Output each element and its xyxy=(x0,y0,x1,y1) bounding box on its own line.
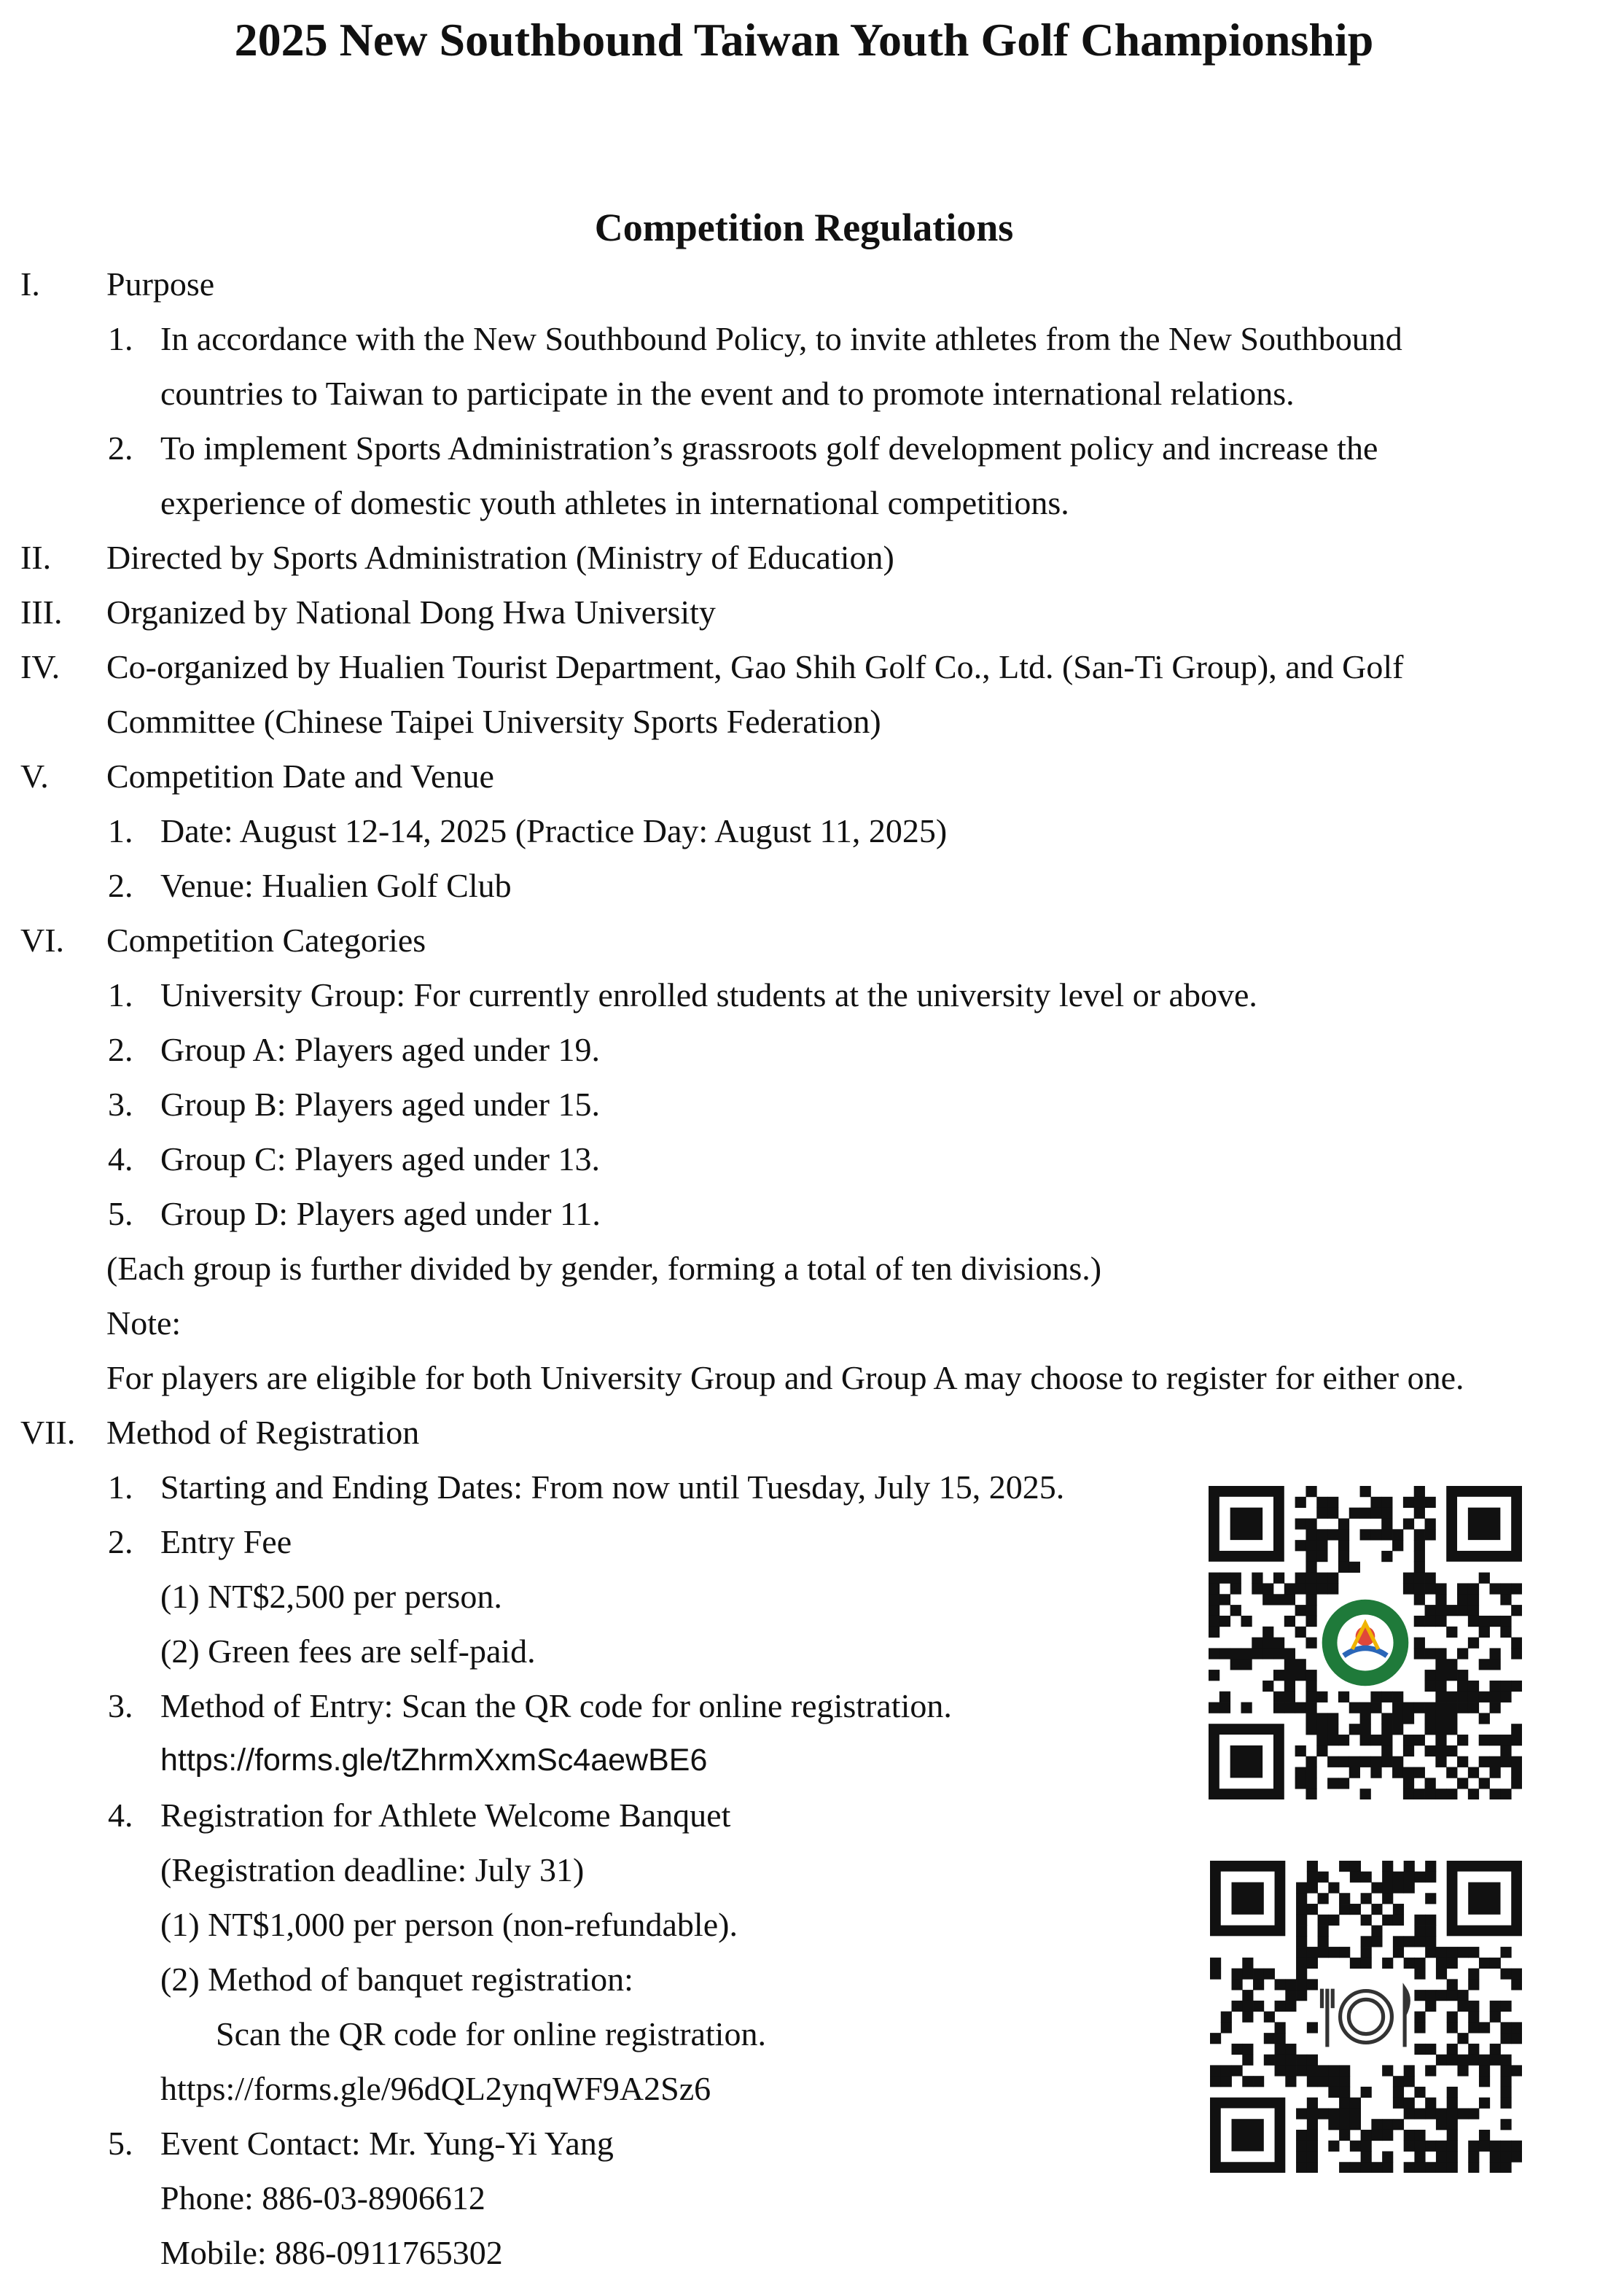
banquet-method-cont: Scan the QR code for online registration. xyxy=(216,2015,766,2052)
heading-purpose: Purpose xyxy=(106,265,215,303)
item-number: 1. xyxy=(108,320,133,357)
banquet-qr-code[interactable] xyxy=(1210,1861,1522,2173)
event-contact: Event Contact: Mr. Yung-Yi Yang xyxy=(160,2125,614,2162)
heading-categories: Competition Categories xyxy=(106,922,426,959)
item-number: 5. xyxy=(108,1195,133,1232)
eligibility-note: For players are eligible for both University Group and Group A may choose to register for either one. xyxy=(106,1359,1464,1396)
heading-registration: Method of Registration xyxy=(106,1414,420,1451)
item-number: 3. xyxy=(108,1086,133,1123)
entry-fee-heading: Entry Fee xyxy=(160,1523,292,1560)
banquet-qr-code-graphic xyxy=(1210,1861,1522,2173)
note-label: Note: xyxy=(106,1304,182,1342)
contact-mobile: Mobile: 886-0911765302 xyxy=(160,2234,503,2271)
item-number: 3. xyxy=(108,1687,133,1724)
purpose-item-2-cont: experience of domestic youth athletes in international competitions. xyxy=(160,484,1069,521)
numeral-i: I. xyxy=(20,265,40,303)
banquet-deadline: (Registration deadline: July 31) xyxy=(160,1851,585,1888)
item-number: 4. xyxy=(108,1797,133,1834)
heading-co-organized-by: Co-organized by Hualien Tourist Department, Gao Shih Golf Co., Ltd. (San-Ti Group), and Golf xyxy=(106,648,1404,685)
competition-date: Date: August 12-14, 2025 (Practice Day: August 11, 2025) xyxy=(160,812,948,849)
item-number: 2. xyxy=(108,429,133,467)
registration-link[interactable]: https://forms.gle/tZhrmXxmSc4aewBE6 xyxy=(160,1743,708,1778)
method-of-entry: Method of Entry: Scan the QR code for online registration. xyxy=(160,1687,952,1724)
numeral-iv: IV. xyxy=(20,648,61,685)
registration-dates: Starting and Ending Dates: From now until Tuesday, July 15, 2025. xyxy=(160,1468,1065,1506)
item-number: 2. xyxy=(108,867,133,904)
banquet-fee: (1) NT$1,000 per person (non-refundable). xyxy=(160,1906,738,1943)
section-title: Competition Regulations xyxy=(594,206,1014,249)
category-group-b: Group B: Players aged under 15. xyxy=(160,1086,600,1123)
numeral-vi: VI. xyxy=(20,922,65,959)
banquet-registration-heading: Registration for Athlete Welcome Banquet xyxy=(160,1797,731,1834)
entry-fee-amount: (1) NT$2,500 per person. xyxy=(160,1578,502,1615)
item-number: 4. xyxy=(108,1140,133,1178)
document-title: 2025 New Southbound Taiwan Youth Golf Championship xyxy=(234,14,1374,66)
banquet-link[interactable]: https://forms.gle/96dQL2ynqWF9A2Sz6 xyxy=(160,2070,711,2107)
purpose-item-1: In accordance with the New Southbound Policy, to invite athletes from the New Southbound xyxy=(160,320,1402,357)
item-number: 2. xyxy=(108,1031,133,1068)
item-number: 1. xyxy=(108,1468,133,1506)
gender-division-note: (Each group is further divided by gender, forming a total of ten divisions.) xyxy=(106,1250,1102,1287)
heading-directed-by: Directed by Sports Administration (Ministry of Education) xyxy=(106,539,894,576)
green-fees-note: (2) Green fees are self-paid. xyxy=(160,1633,536,1670)
contact-phone: Phone: 886-03-8906612 xyxy=(160,2179,485,2217)
item-number: 5. xyxy=(108,2125,133,2162)
item-number: 1. xyxy=(108,812,133,849)
heading-co-organized-by-cont: Committee (Chinese Taipei University Sports Federation) xyxy=(106,703,881,740)
category-university: University Group: For currently enrolled students at the university level or above. xyxy=(160,976,1257,1013)
category-group-c: Group C: Players aged under 13. xyxy=(160,1140,600,1178)
banquet-method: (2) Method of banquet registration: xyxy=(160,1961,633,1998)
competition-venue: Venue: Hualien Golf Club xyxy=(160,867,512,904)
category-group-d: Group D: Players aged under 11. xyxy=(160,1195,601,1232)
heading-date-venue: Competition Date and Venue xyxy=(106,758,494,795)
numeral-ii: II. xyxy=(20,539,52,576)
registration-qr-code-graphic xyxy=(1209,1486,1522,1799)
item-number: 2. xyxy=(108,1523,133,1560)
numeral-iii: III. xyxy=(20,594,63,631)
purpose-item-1-cont: countries to Taiwan to participate in the event and to promote international relations. xyxy=(160,375,1295,412)
registration-qr-code[interactable] xyxy=(1209,1486,1522,1799)
numeral-v: V. xyxy=(20,758,49,795)
category-group-a: Group A: Players aged under 19. xyxy=(160,1031,600,1068)
heading-organized-by: Organized by National Dong Hwa University xyxy=(106,594,716,631)
university-logo-icon xyxy=(1322,1600,1409,1686)
purpose-item-2: To implement Sports Administration’s grassroots golf development policy and increase the xyxy=(160,429,1378,467)
item-number: 1. xyxy=(108,976,133,1013)
numeral-vii: VII. xyxy=(20,1414,76,1451)
